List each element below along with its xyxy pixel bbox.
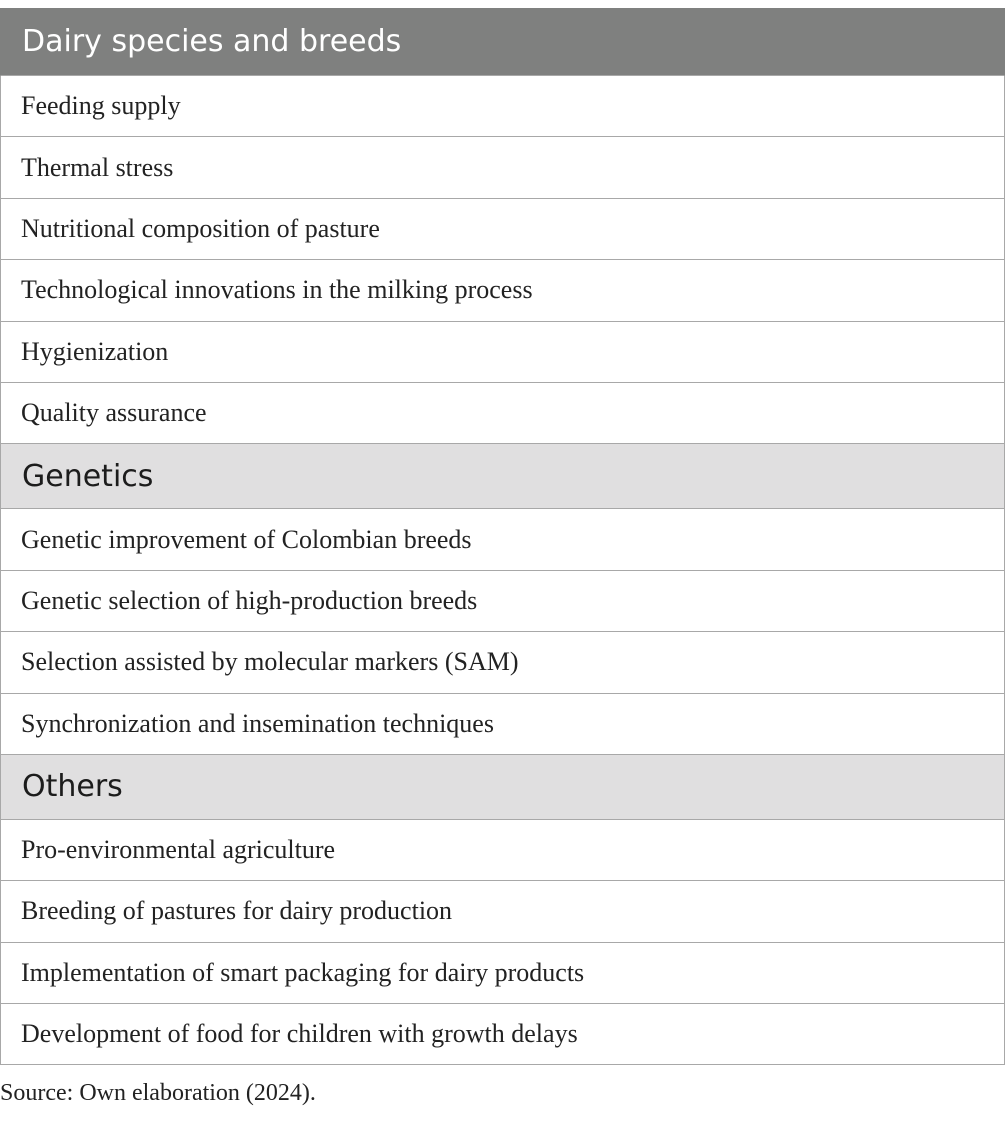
source-note: Source: Own elaboration (2024). [0, 1080, 316, 1106]
table-row: Synchronization and insemination techniques [1, 694, 1004, 755]
table-row: Implementation of smart packaging for dairy products [1, 943, 1004, 1004]
table-row: Breeding of pastures for dairy production [1, 881, 1004, 942]
table-row: Genetic improvement of Colombian breeds [1, 509, 1004, 570]
section-heading-others: Others [1, 755, 1004, 820]
table-row: Technological innovations in the milking process [1, 260, 1004, 321]
table-row: Quality assurance [1, 383, 1004, 444]
table-row: Nutritional composition of pasture [1, 199, 1004, 260]
table-row: Feeding supply [1, 76, 1004, 137]
innovation-table [0, 8, 1005, 1065]
section-heading-genetics: Genetics [1, 444, 1004, 509]
table-row: Pro-environmental agriculture [1, 820, 1004, 881]
table-row: Thermal stress [1, 137, 1004, 198]
table-row: Genetic selection of high-production breeds [1, 571, 1004, 632]
table-row: Hygienization [1, 322, 1004, 383]
table-row: Selection assisted by molecular markers (SAM) [1, 632, 1004, 693]
table-header-dairy-species: Dairy species and breeds [0, 8, 1005, 76]
table-row: Development of food for children with growth delays [1, 1004, 1004, 1065]
